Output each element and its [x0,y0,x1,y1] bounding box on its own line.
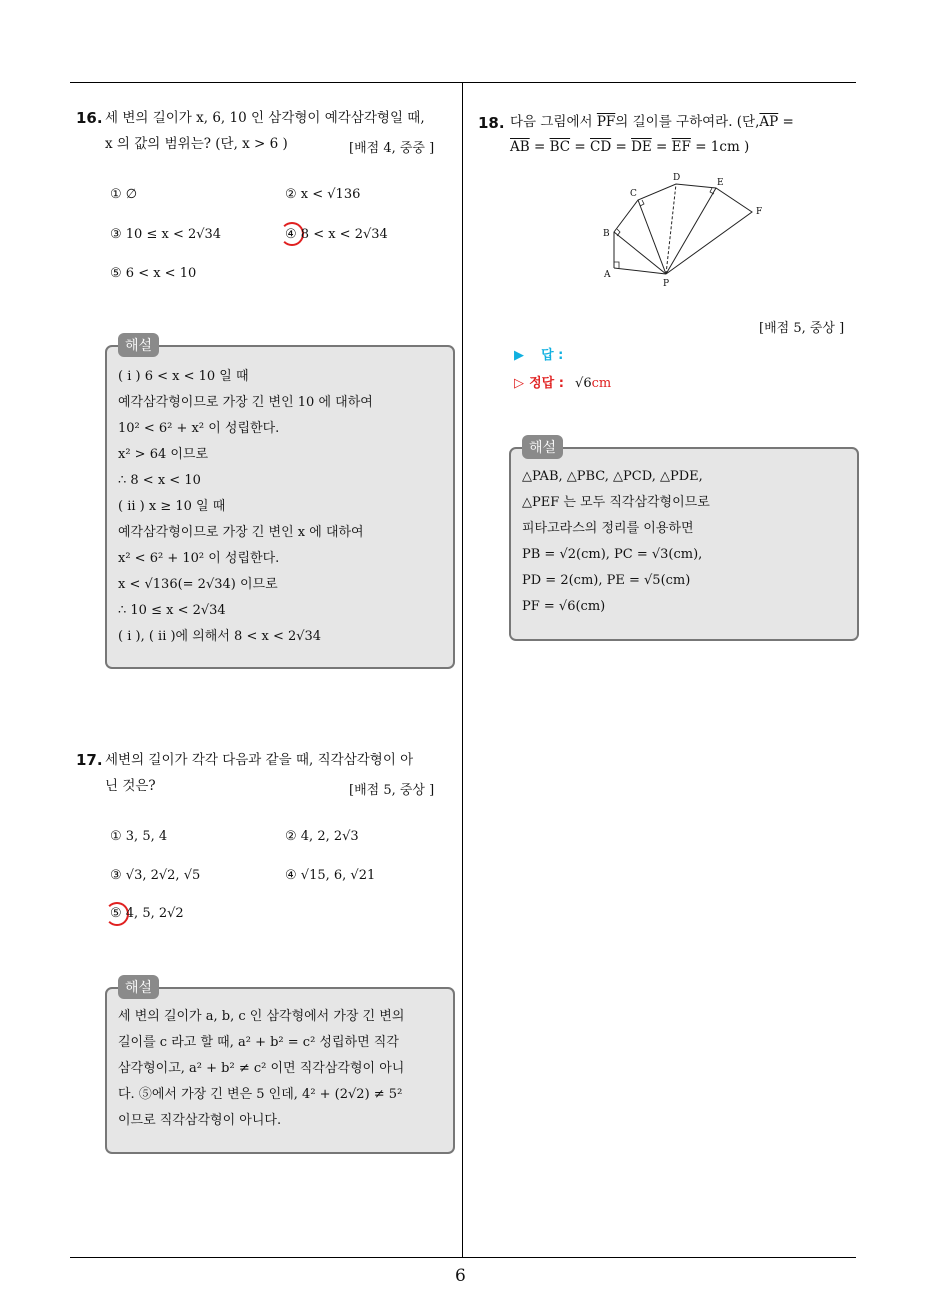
bottom-rule [70,1257,856,1258]
score-label: [배점 5, 중상 ] [759,321,845,336]
point-label: D [673,173,681,183]
choice-4[interactable]: ④ 8 < x < 2√34 [285,227,388,242]
choice-4[interactable]: ④ √15, 6, √21 [285,868,376,883]
right-angle-mark [614,262,619,268]
question-number: 18. [478,114,505,132]
correct-label: 정답 : [529,376,564,391]
choice-3[interactable]: ③ 10 ≤ x < 2√34 [110,227,222,242]
question-text: 세변의 길이가 각각 다음과 같을 때, 직각삼각형이 아 [105,752,414,768]
correct-unit: cm [591,376,612,391]
question-text: x 의 값의 범위는? (단, x > 6 ) [105,136,288,152]
explanation-text: △PAB, △PBC, △PCD, △PDE, △PEF 는 모두 직각삼각형이므로 피타고라스의 정리를 이용하면 PB = √2(cm), PC = √3(cm), PD = 2(cm), PE = √5(cm) PF = √6(cm) [522,469,710,614]
question-number: 16. [76,109,103,127]
choice-5[interactable]: ⑤ 4, 5, 2√2 [110,906,184,921]
choice-5[interactable]: ⑤ 6 < x < 10 [110,266,197,281]
right-angle-mark [640,200,644,206]
score-label: [배점 4, 중중 ] [349,141,435,156]
explanation-text: ( i ) 6 < x < 10 일 때 예각삼각형이므로 가장 긴 변인 10 에 대하여 10² < 6² + x² 이 성립한다. x² > 64 이므로 ∴ 8 < x < 10 ( ii ) x ≥ 10 일 때 예각삼각형이므로 가장 긴 변인 x 에 대하여 x² < 6² + 10² 이 성립한다. x < √136(= 2√34) 이므로 ∴ 10 ≤ x < 2√34 ( i ), ( ii )에 의해서 8 < x < 2√34 [118,369,373,644]
choice-2[interactable]: ② x < √136 [285,187,361,202]
explanation-tag: 해설 [118,333,159,357]
choice-1[interactable]: ① 3, 5, 4 [110,829,168,844]
explanation-tag: 해설 [522,435,563,459]
point-label: F [756,207,763,217]
choice-3[interactable]: ③ √3, 2√2, √5 [110,868,201,883]
point-label: C [630,189,637,199]
correct-answer-row [514,372,611,391]
score-label: [배점 5, 중상 ] [349,783,435,798]
choice-2[interactable]: ② 4, 2, 2√3 [285,829,359,844]
answer-label: 답 : [541,348,564,363]
segment-PE [666,188,716,274]
point-label: A [604,270,611,280]
segment-PD [666,184,676,274]
column-divider [462,82,463,1258]
correct-marker-icon: ▷ [514,376,524,391]
answer-marker-icon: ▶ [514,348,524,363]
question-text: 닌 것은? [105,778,156,794]
question-text: 세 변의 길이가 x, 6, 10 인 삼각형이 예각삼각형일 때, [105,110,425,126]
top-rule [70,82,856,83]
right-angle-mark [617,229,620,236]
question-number: 17. [76,751,103,769]
page-number: 6 [455,1266,466,1286]
question-text: 다음 그림에서 $\overline{PF}$의 길이를 구하여라. (단$,\overline{AP}$ = [510,114,794,130]
point-label: E [717,178,724,188]
point-label: P [663,279,670,288]
explanation-tag: 해설 [118,975,159,999]
explanation-text: 세 변의 길이가 a, b, c 인 삼각형에서 가장 긴 변의 길이를 c 라고 할 때, a² + b² = c² 성립하면 직각 삼각형이고, a² + b² ≠ c² 이면 직각삼각형이 아니 다. ⑤에서 가장 긴 변은 5 인데, 4² + (2√2) ≠ 5² 이므로 직각삼각형이 아니다. [118,1009,405,1128]
geometry-figure [596,170,772,288]
answer-row [514,344,563,363]
point-label: B [603,229,610,239]
choice-1[interactable]: ① ∅ [110,187,138,202]
segment-AP [614,268,666,274]
question-text: $\overline{AB} = \overline{BC} = \overline{CD} = \overline{DE} = \overline{EF} = 1cm$ ) [510,139,750,155]
correct-value: √6 [575,376,592,391]
